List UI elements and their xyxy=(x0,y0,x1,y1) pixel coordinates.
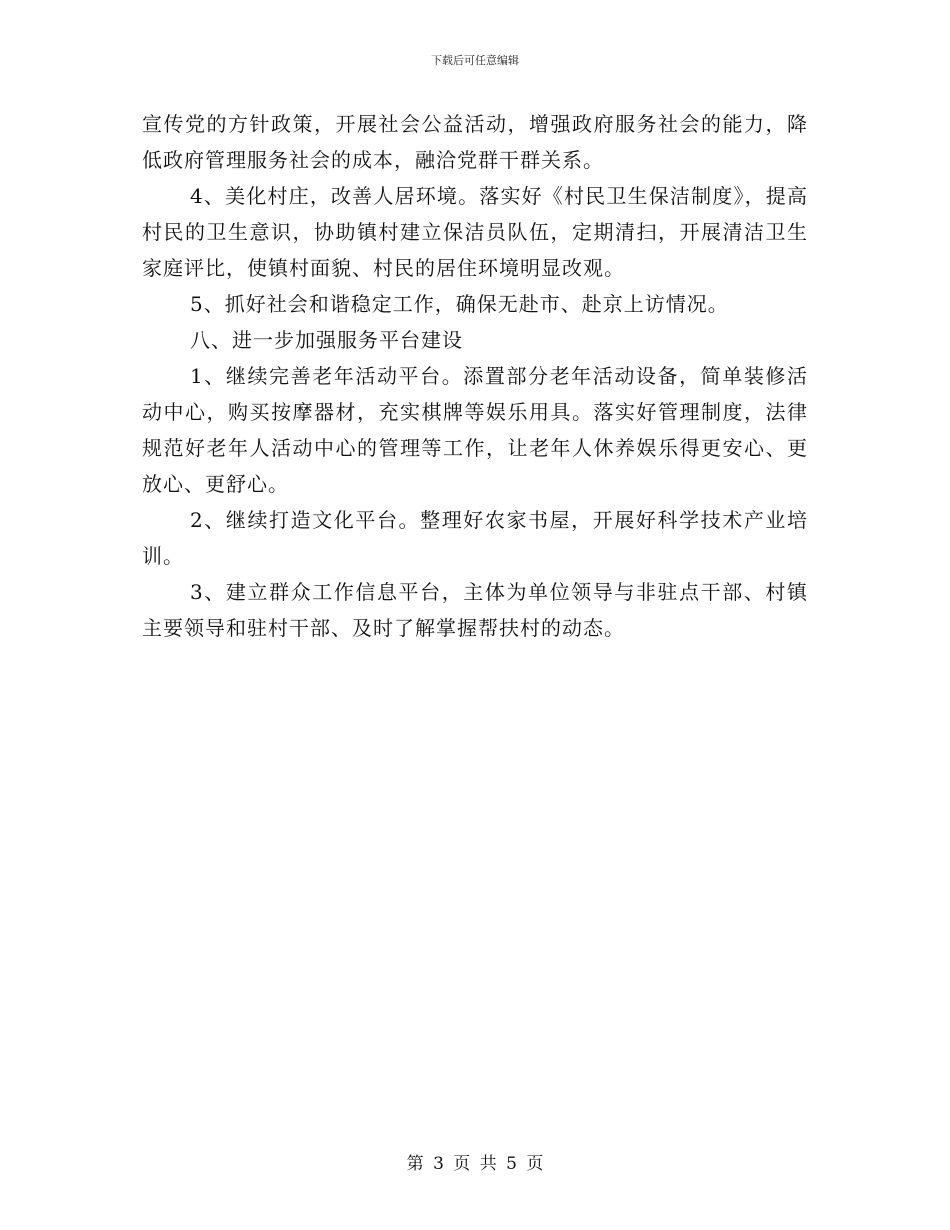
paragraph-item-2-culture-platform: 2、继续打造文化平台。整理好农家书屋，开展好科学技术产业培训。 xyxy=(142,508,808,568)
page-header: 下载后可任意编辑 xyxy=(431,54,519,67)
paragraph-item-3-information-platform: 3、建立群众工作信息平台，主体为单位领导与非驻点干部、村镇主要领导和驻村干部、及时了解掌握帮扶村的动态。 xyxy=(142,580,808,640)
paragraph-item-4-village-beautification: 4、美化村庄，改善人居环境。落实好《村民卫生保洁制度》，提高村民的卫生意识，协助镇村建立保洁员队伍，定期清扫，开展清洁卫生家庭评比，使镇村面貌、村民的居住环境明显改观。 xyxy=(142,184,808,280)
document-body xyxy=(142,106,808,646)
section-heading-eight: 八、进一步加强服务平台建设 xyxy=(190,328,463,352)
paragraph-item-1-elderly-platform: 1、继续完善老年活动平台。添置部分老年活动设备，简单装修活动中心，购买按摩器材，充实棋牌等娱乐用具。落实好管理制度，法律规范好老年人活动中心的管理等工作，让老年人休养娱乐得更安心、更放心、更舒心。 xyxy=(142,364,808,496)
page-number-footer: 第 3 页 共 5 页 xyxy=(406,1154,544,1174)
paragraph-intro-continuation: 宣传党的方针政策，开展社会公益活动，增强政府服务社会的能力，降低政府管理服务社会的成本，融洽党群干群关系。 xyxy=(142,112,808,172)
paragraph-item-5-social-stability: 5、抓好社会和谐稳定工作，确保无赴市、赴京上访情况。 xyxy=(190,292,729,316)
